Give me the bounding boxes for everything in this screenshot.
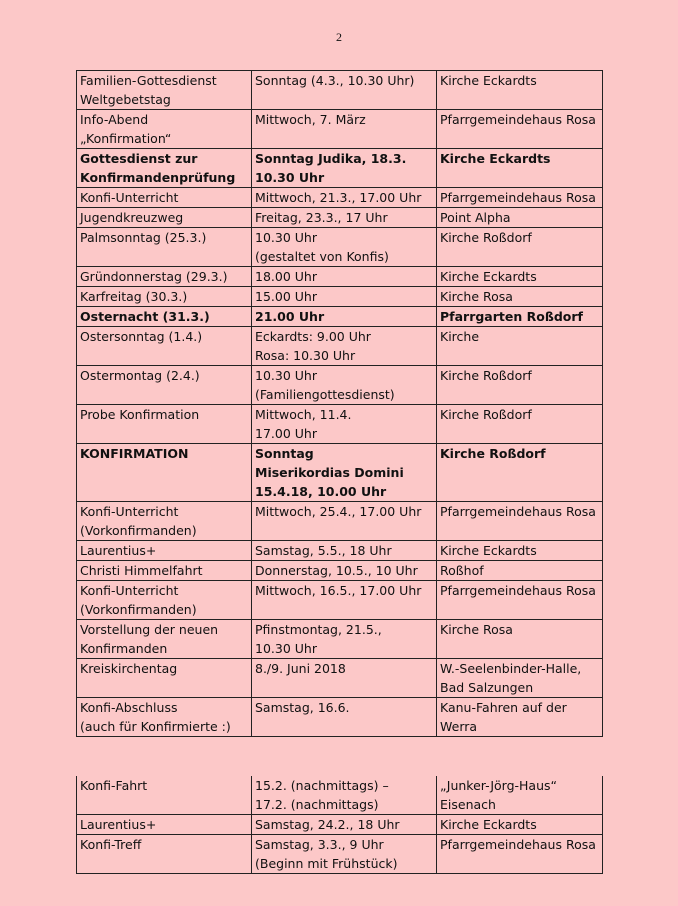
event-cell (77, 71, 252, 110)
cell-text-line: Christi Himmelfahrt (80, 563, 203, 578)
cell-text-line: 10.30 Uhr (255, 368, 317, 383)
location-cell (437, 815, 603, 835)
cell-text-line: (Vorkonfirmanden) (80, 523, 197, 538)
cell-text-line: 21.00 Uhr (255, 309, 325, 324)
cell-text-line: (auch für Konfirmierte :) (80, 719, 231, 734)
cell-text-line: Mittwoch, 16.5., 17.00 Uhr (255, 583, 422, 598)
cell-text-line: W.-Seelenbinder-Halle, (440, 661, 582, 676)
date-time-cell (252, 366, 437, 405)
cell-text-line: KONFIRMATION (80, 446, 189, 461)
cell-text-line: Jugendkreuzweg (80, 210, 184, 225)
date-time-cell (252, 327, 437, 366)
date-time-cell (252, 307, 437, 327)
date-time-cell (252, 149, 437, 188)
table-row (77, 405, 603, 444)
date-time-cell (252, 287, 437, 307)
cell-text-line: Palmsonntag (25.3.) (80, 230, 207, 245)
cell-text-line: Sonntag (255, 446, 314, 461)
location-cell (437, 287, 603, 307)
table-row (77, 307, 603, 327)
date-time-cell (252, 776, 437, 815)
location-cell (437, 188, 603, 208)
cell-text-line: „Junker-Jörg-Haus“ (440, 778, 557, 793)
date-time-cell (252, 208, 437, 228)
location-cell (437, 149, 603, 188)
location-cell (437, 620, 603, 659)
event-cell (77, 620, 252, 659)
date-time-cell (252, 620, 437, 659)
cell-text-line: Info-Abend (80, 112, 149, 127)
cell-text-line: Samstag, 16.6. (255, 700, 350, 715)
cell-text-line: Kirche Rosa (440, 622, 513, 637)
cell-text-line: Kirche (440, 329, 480, 344)
cell-text-line: 10.30 Uhr (255, 641, 317, 656)
cell-text-line: Ostersonntag (1.4.) (80, 329, 203, 344)
event-cell (77, 366, 252, 405)
event-cell (77, 405, 252, 444)
date-time-cell (252, 581, 437, 620)
cell-text-line: Kirche Eckardts (440, 151, 551, 166)
event-cell (77, 815, 252, 835)
cell-text-line: Konfirmandenprüfung (80, 170, 236, 185)
cell-text-line: (Vorkonfirmanden) (80, 602, 197, 617)
event-cell (77, 561, 252, 581)
cell-text-line: Kanu-Fahren auf der (440, 700, 567, 715)
cell-text-line: Kirche Roßdorf (440, 230, 532, 245)
table-row (77, 71, 603, 110)
cell-text-line: Konfi-Abschluss (80, 700, 178, 715)
cell-text-line: Konfi-Unterricht (80, 504, 179, 519)
cell-text-line: Pfarrgemeindehaus Rosa (440, 583, 596, 598)
date-time-cell (252, 110, 437, 149)
cell-text-line: „Konfirmation“ (80, 131, 172, 146)
event-cell (77, 110, 252, 149)
event-cell (77, 659, 252, 698)
event-cell (77, 267, 252, 287)
event-cell (77, 307, 252, 327)
cell-text-line: Kirche Eckardts (440, 73, 537, 88)
cell-text-line: 15.4.18, 10.00 Uhr (255, 484, 387, 499)
cell-text-line: Konfi-Unterricht (80, 583, 179, 598)
cell-text-line: Gründonnerstag (29.3.) (80, 269, 228, 284)
cell-text-line: Mittwoch, 7. März (255, 112, 366, 127)
cell-text-line: Roßhof (440, 563, 484, 578)
location-cell (437, 405, 603, 444)
cell-text-line: 15.2. (nachmittags) – (255, 778, 389, 793)
cell-text-line: Mittwoch, 25.4., 17.00 Uhr (255, 504, 422, 519)
date-time-cell (252, 405, 437, 444)
location-cell (437, 267, 603, 287)
cell-text-line: Samstag, 5.5., 18 Uhr (255, 543, 392, 558)
cell-text-line: Pfinstmontag, 21.5., (255, 622, 382, 637)
table-row (77, 110, 603, 149)
table-row (77, 835, 603, 874)
schedule-table-continued (76, 776, 603, 874)
date-time-cell (252, 659, 437, 698)
location-cell (437, 581, 603, 620)
cell-text-line: Konfi-Fahrt (80, 778, 148, 793)
cell-text-line: Freitag, 23.3., 17 Uhr (255, 210, 388, 225)
location-cell (437, 776, 603, 815)
location-cell (437, 110, 603, 149)
cell-text-line: Vorstellung der neuen (80, 622, 219, 637)
location-cell (437, 541, 603, 561)
cell-text-line: Mittwoch, 11.4. (255, 407, 352, 422)
cell-text-line: Bad Salzungen (440, 680, 534, 695)
cell-text-line: Konfi-Unterricht (80, 190, 179, 205)
cell-text-line: Rosa: 10.30 Uhr (255, 348, 356, 363)
cell-text-line: Kirche Roßdorf (440, 446, 546, 461)
table-row (77, 188, 603, 208)
table-row (77, 327, 603, 366)
event-cell (77, 541, 252, 561)
location-cell (437, 208, 603, 228)
cell-text-line: Kirche Rosa (440, 289, 513, 304)
cell-text-line: Werra (440, 719, 478, 734)
schedule-table (76, 70, 603, 737)
location-cell (437, 71, 603, 110)
cell-text-line: Pfarrgemeindehaus Rosa (440, 504, 596, 519)
cell-text-line: Donnerstag, 10.5., 10 Uhr (255, 563, 418, 578)
cell-text-line: Ostermontag (2.4.) (80, 368, 200, 383)
event-cell (77, 287, 252, 307)
cell-text-line: Kirche Roßdorf (440, 407, 532, 422)
event-cell (77, 502, 252, 541)
cell-text-line: Pfarrgarten Roßdorf (440, 309, 583, 324)
date-time-cell (252, 698, 437, 737)
location-cell (437, 366, 603, 405)
cell-text-line: 8./9. Juni 2018 (255, 661, 346, 676)
table-row (77, 620, 603, 659)
date-time-cell (252, 541, 437, 561)
table-row (77, 366, 603, 405)
table-row (77, 502, 603, 541)
cell-text-line: Gottesdienst zur (80, 151, 198, 166)
location-cell (437, 307, 603, 327)
event-cell (77, 776, 252, 815)
date-time-cell (252, 815, 437, 835)
cell-text-line: Konfi-Treff (80, 837, 142, 852)
event-cell (77, 444, 252, 502)
cell-text-line: Samstag, 3.3., 9 Uhr (255, 837, 384, 852)
cell-text-line: Eisenach (440, 797, 496, 812)
table-row (77, 267, 603, 287)
location-cell (437, 835, 603, 874)
cell-text-line: Laurentius+ (80, 817, 157, 832)
cell-text-line: 17.00 Uhr (255, 426, 317, 441)
event-cell (77, 208, 252, 228)
cell-text-line: 10.30 Uhr (255, 230, 317, 245)
event-cell (77, 327, 252, 366)
cell-text-line: Pfarrgemeindehaus Rosa (440, 837, 596, 852)
cell-text-line: Kirche Eckardts (440, 269, 537, 284)
table-row (77, 776, 603, 815)
location-cell (437, 444, 603, 502)
table-row (77, 287, 603, 307)
cell-text-line: Kirche Eckardts (440, 817, 537, 832)
table-row (77, 815, 603, 835)
location-cell (437, 327, 603, 366)
cell-text-line: 18.00 Uhr (255, 269, 317, 284)
location-cell (437, 561, 603, 581)
cell-text-line: 10.30 Uhr (255, 170, 325, 185)
table-row (77, 208, 603, 228)
cell-text-line: Eckardts: 9.00 Uhr (255, 329, 371, 344)
date-time-cell (252, 267, 437, 287)
cell-text-line: Kirche Roßdorf (440, 368, 532, 383)
cell-text-line: Konfirmanden (80, 641, 168, 656)
cell-text-line: Kirche Eckardts (440, 543, 537, 558)
date-time-cell (252, 188, 437, 208)
cell-text-line: Pfarrgemeindehaus Rosa (440, 190, 596, 205)
event-cell (77, 698, 252, 737)
table-row (77, 581, 603, 620)
cell-text-line: Miserikordias Domini (255, 465, 404, 480)
cell-text-line: Point Alpha (440, 210, 511, 225)
event-cell (77, 149, 252, 188)
date-time-cell (252, 71, 437, 110)
event-cell (77, 228, 252, 267)
cell-text-line: Karfreitag (30.3.) (80, 289, 188, 304)
table-row (77, 561, 603, 581)
date-time-cell (252, 444, 437, 502)
table-row (77, 149, 603, 188)
table-row (77, 659, 603, 698)
cell-text-line: Pfarrgemeindehaus Rosa (440, 112, 596, 127)
cell-text-line: 17.2. (nachmittags) (255, 797, 379, 812)
page-number: 2 (336, 30, 342, 44)
table-row (77, 698, 603, 737)
cell-text-line: Sonntag (4.3., 10.30 Uhr) (255, 73, 415, 88)
cell-text-line: Osternacht (31.3.) (80, 309, 210, 324)
cell-text-line: Sonntag Judika, 18.3. (255, 151, 407, 166)
location-cell (437, 698, 603, 737)
cell-text-line: Laurentius+ (80, 543, 157, 558)
cell-text-line: Probe Konfirmation (80, 407, 200, 422)
location-cell (437, 659, 603, 698)
date-time-cell (252, 502, 437, 541)
event-cell (77, 835, 252, 874)
cell-text-line: Weltgebetstag (80, 92, 171, 107)
cell-text-line: Samstag, 24.2., 18 Uhr (255, 817, 400, 832)
table-row (77, 444, 603, 502)
date-time-cell (252, 228, 437, 267)
cell-text-line: 15.00 Uhr (255, 289, 317, 304)
location-cell (437, 502, 603, 541)
event-cell (77, 581, 252, 620)
event-cell (77, 188, 252, 208)
table-row (77, 541, 603, 561)
cell-text-line: Kreiskirchentag (80, 661, 178, 676)
date-time-cell (252, 561, 437, 581)
table-row (77, 228, 603, 267)
date-time-cell (252, 835, 437, 874)
cell-text-line: (Beginn mit Frühstück) (255, 856, 398, 871)
cell-text-line: (gestaltet von Konfis) (255, 249, 389, 264)
cell-text-line: Familien-Gottesdienst (80, 73, 217, 88)
cell-text-line: Mittwoch, 21.3., 17.00 Uhr (255, 190, 422, 205)
location-cell (437, 228, 603, 267)
cell-text-line: (Familiengottesdienst) (255, 387, 395, 402)
